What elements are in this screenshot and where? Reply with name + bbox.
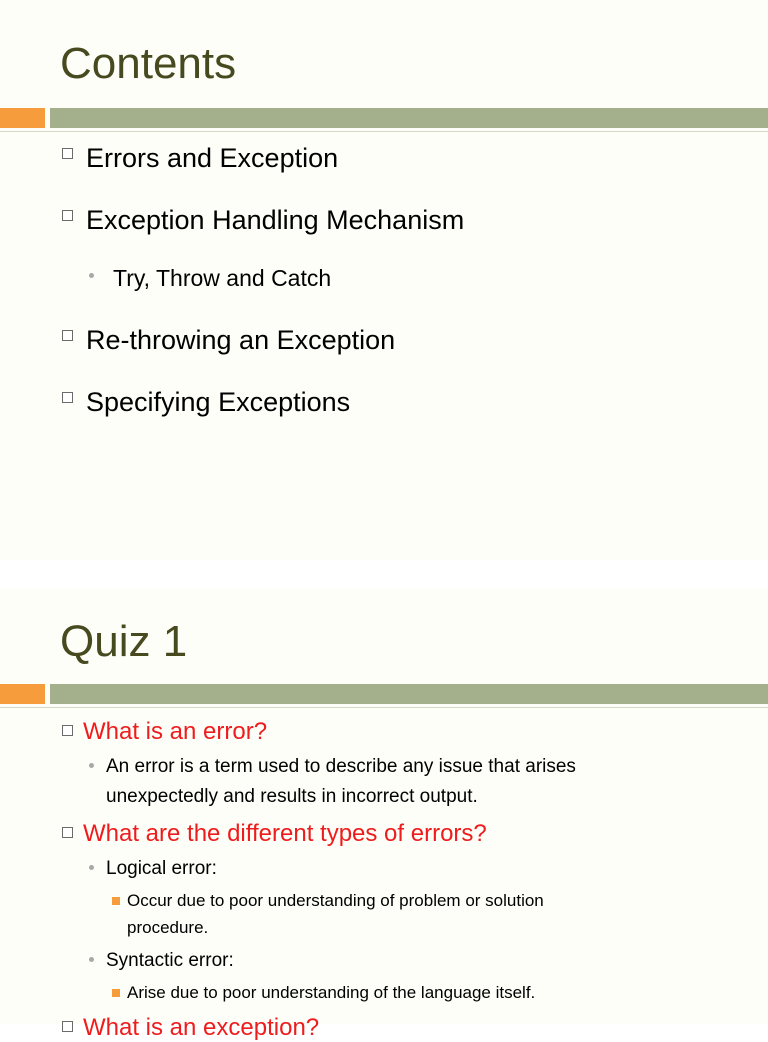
square-bullet-icon: [62, 330, 73, 341]
title-accent-orange: [0, 684, 45, 704]
title-accent-green: [50, 108, 768, 128]
answer-detail: Occur due to poor understanding of problem or solution: [127, 891, 544, 910]
square-bullet-icon: [62, 827, 73, 838]
orange-square-bullet-icon: [112, 897, 120, 905]
title-accent-green: [50, 684, 768, 704]
title-divider: [0, 131, 768, 132]
slide-title: Contents: [60, 39, 237, 88]
square-bullet-icon: [62, 725, 73, 736]
answer-detail: procedure.: [127, 918, 209, 937]
title-divider: [0, 707, 768, 708]
dot-bullet-icon: [89, 763, 94, 768]
dot-bullet-icon: [89, 865, 94, 870]
answer-detail: Arise due to poor understanding of the language itself.: [127, 983, 536, 1002]
orange-square-bullet-icon: [112, 989, 120, 997]
list-item: Exception Handling Mechanism: [86, 205, 465, 235]
sub-list-item: Try, Throw and Catch: [113, 265, 332, 291]
dot-bullet-icon: [89, 957, 94, 962]
slide-quiz: [0, 588, 768, 1041]
slide-title: Quiz 1: [60, 617, 188, 666]
quiz-question: What is an exception?: [83, 1014, 320, 1041]
title-accent-orange: [0, 108, 45, 128]
answer-text: An error is a term used to describe any issue that arises: [106, 756, 576, 777]
list-item: Errors and Exception: [86, 143, 339, 173]
answer-text: Logical error:: [106, 858, 217, 879]
square-bullet-icon: [62, 210, 73, 221]
dot-bullet-icon: [89, 273, 94, 278]
list-item: Re-throwing an Exception: [86, 325, 396, 355]
quiz-question: What is an error?: [83, 718, 268, 745]
square-bullet-icon: [62, 148, 73, 159]
answer-text: unexpectedly and results in incorrect output.: [106, 786, 478, 807]
square-bullet-icon: [62, 1021, 73, 1032]
quiz-question: What are the different types of errors?: [83, 820, 487, 847]
square-bullet-icon: [62, 392, 73, 403]
list-item: Specifying Exceptions: [86, 387, 351, 417]
answer-text: Syntactic error:: [106, 950, 234, 971]
